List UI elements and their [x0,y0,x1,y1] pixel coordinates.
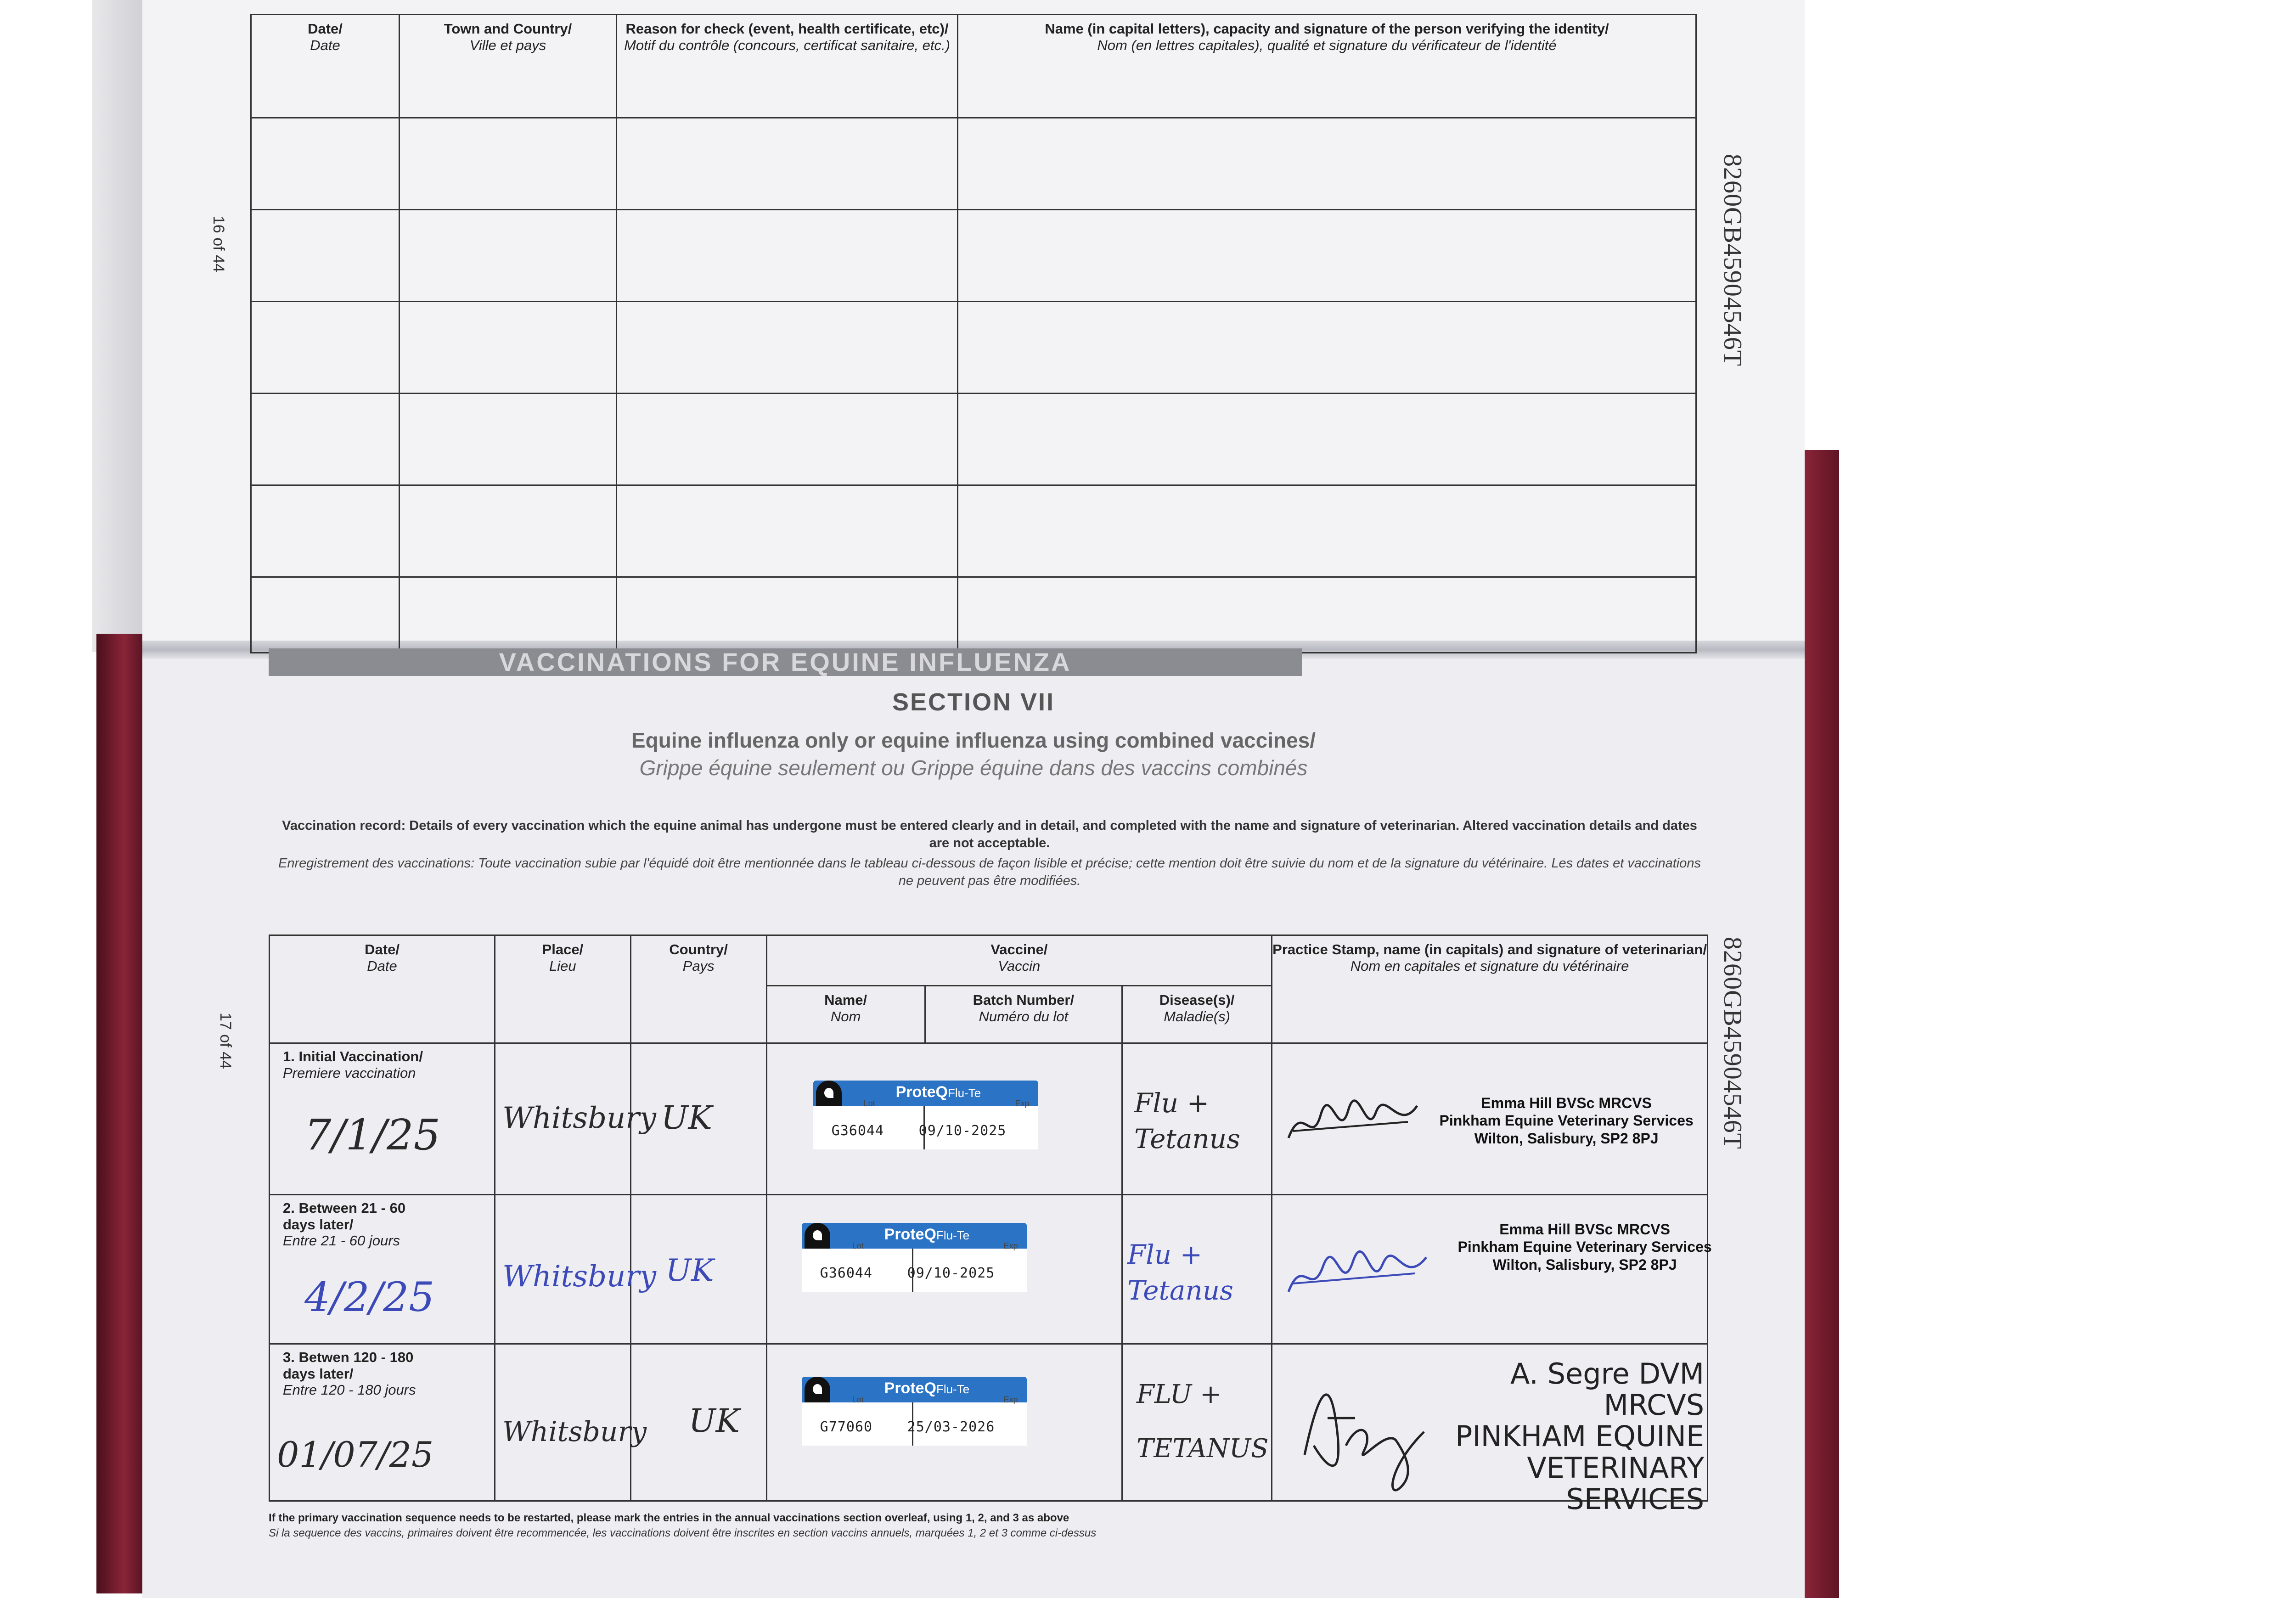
book-spine-shadow [92,0,145,652]
check-cell[interactable] [617,577,958,653]
vacc-row3-country-cell[interactable] [630,1344,766,1501]
header-reason: Reason for check (event, health certificate, etc)/ Motif du contrôle (concours, certificat sanitaire, etc.) [617,15,958,118]
vaccine-brand: ProteQFlu-Te [895,1083,981,1101]
lot-caption: Lot [852,1395,864,1404]
vacc-row1-date-cell[interactable] [270,1043,495,1195]
row1-expiry: 09/10-2025 [918,1123,1007,1139]
book-cover-right [1805,450,1839,1598]
row1-label-en: 1. Initial Vaccination/ [283,1048,423,1064]
check-cell[interactable] [958,577,1696,653]
row1-stamp: Emma Hill BVSc MRCVS Pinkham Equine Veterinary Services Wilton, Salisbury, SP2 8PJ [1439,1095,1694,1147]
row3-expiry: 25/03-2026 [907,1419,995,1435]
row3-label-en: 3. Betwen 120 - 180 days later/ [283,1349,414,1382]
page-number-top: 16 of 44 [210,216,227,272]
check-cell[interactable] [400,394,617,485]
check-cell[interactable] [958,302,1696,394]
vacc-header-stamp: Practice Stamp, name (in capitals) and signature of veterinarian/ Nom en capitales et signature du vétérinaire [1272,935,1708,1043]
vacc-row1-stamp-cell[interactable] [1272,1043,1708,1195]
document-id-top: 8260GB45904546T [1718,154,1747,366]
check-cell[interactable] [251,485,400,577]
check-cell[interactable] [617,485,958,577]
vaccine-brand: ProteQFlu-Te [884,1379,970,1397]
header-town-country: Town and Country/ Ville et pays [400,15,617,118]
footnote-fr: Si la sequence des vaccins, primaires doivent être recommencée, les vaccinations doivent être inscrites en section vaccins annuels, marquées 1, 2 et 3 comme ci-dessus [269,1527,1097,1539]
vaccine-logo-icon [816,1081,842,1106]
vacc-header-name: Name/ Nom [766,986,925,1043]
exp-caption: Exp [1003,1395,1018,1404]
check-cell[interactable] [400,302,617,394]
vacc-row3-vaccine-cell[interactable] [766,1344,1122,1501]
row3-stamp: A. Segre DVM MRCVS PINKHAM EQUINE VETERINARY SERVICES [1455,1357,1705,1516]
check-cell[interactable] [251,302,400,394]
section-subtitle-fr: Grippe équine seulement ou Grippe équine dans des vaccins combinés [639,756,1308,780]
check-cell[interactable] [617,302,958,394]
check-cell[interactable] [958,485,1696,577]
row2-stamp: Emma Hill BVSc MRCVS Pinkham Equine Veterinary Services Wilton, Salisbury, SP2 8PJ [1458,1221,1712,1273]
vaccination-record-note-en: Vaccination record: Details of every vaccination which the equine animal has undergone must be entered clearly and in detail, and completed with the name and signature of veterinarian. Altered vaccination details and dates are not acceptable. [282,818,1697,850]
check-cell[interactable] [251,210,400,302]
vacc-row2-disease-cell[interactable] [1122,1195,1272,1344]
vacc-row1-vaccine-cell[interactable] [766,1043,1122,1195]
header-verifier: Name (in capital letters), capacity and signature of the person verifying the identity/ Nom (en lettres capitales), qualité et signature du vérificateur de l'identité [958,15,1696,118]
row2-disease: Flu + Tetanus [1127,1239,1233,1306]
row2-signature [1284,1246,1431,1306]
identity-checks-table [250,14,1697,653]
lot-caption: Lot [863,1099,875,1108]
exp-caption: Exp [1003,1241,1018,1250]
check-cell[interactable] [617,210,958,302]
section-band: VACCINATIONS FOR EQUINE INFLUENZA [269,648,1302,676]
page-number-bottom: 17 of 44 [217,1013,234,1069]
vaccine-brand: ProteQFlu-Te [884,1226,970,1243]
check-cell[interactable] [400,118,617,210]
vacc-header-date: Date/ Date [270,935,495,1043]
vacc-header-batch: Batch Number/ Numéro du lot [925,986,1122,1043]
vacc-row2-place-cell[interactable] [495,1195,657,1344]
row2-country: UK [665,1253,714,1288]
row3-vaccine-label [802,1377,1027,1446]
vacc-header-disease: Disease(s)/ Maladie(s) [1122,986,1272,1043]
vacc-row3-stamp-cell[interactable] [1272,1344,1708,1516]
row3-date: 01/07/25 [277,1434,434,1475]
row1-disease: Flu + Tetanus [1134,1087,1240,1155]
row3-disease: FLU + TETANUS [1137,1379,1269,1464]
section-title: SECTION VII [892,688,1055,716]
vacc-row2-country-cell[interactable] [630,1195,766,1344]
vacc-row1-place-cell[interactable] [495,1043,657,1195]
row2-expiry: 09/10-2025 [907,1265,995,1281]
check-cell[interactable] [400,485,617,577]
vaccine-logo-icon [805,1223,830,1249]
row2-place: Whitsbury [502,1260,657,1294]
vacc-row3-place-cell[interactable] [495,1344,647,1501]
vaccine-logo-icon [805,1377,830,1402]
lot-caption: Lot [852,1241,864,1250]
vacc-row3-date-cell[interactable] [270,1344,495,1501]
document-id-bottom: 8260GB45904546T [1718,937,1747,1149]
row3-country: UK [688,1402,740,1440]
check-cell[interactable] [251,577,400,653]
row2-label-en: 2. Between 21 - 60 days later/ [283,1200,406,1233]
vacc-row3-disease-cell[interactable] [1122,1344,1272,1501]
row1-date: 7/1/25 [304,1110,441,1160]
check-cell[interactable] [958,210,1696,302]
check-cell[interactable] [251,118,400,210]
check-cell[interactable] [400,577,617,653]
vaccination-table [269,934,1712,1516]
check-cell[interactable] [617,394,958,485]
vacc-header-vaccine: Vaccine/ Vaccin [766,935,1272,986]
header-date: Date/ Date [251,15,400,118]
row1-place: Whitsbury [502,1101,657,1135]
check-cell[interactable] [400,210,617,302]
vacc-row2-stamp-cell[interactable] [1272,1195,1712,1344]
row1-vaccine-label [813,1081,1038,1149]
vacc-row1-disease-cell[interactable] [1122,1043,1272,1195]
row2-vaccine-label [802,1223,1027,1292]
vacc-header-place: Place/ Lieu [495,935,631,1043]
row1-country: UK [661,1099,712,1137]
row1-batch-number: G36044 [831,1123,884,1139]
vaccination-record-note-fr: Enregistrement des vaccinations: Toute vaccination subie par l'équidé doit être mentionnée dans le tableau ci-dessous de façon lisible et précise; cette mention doit être suivie du nom et de la signature du vétérinaire. Les dates et vaccinations ne peuvent pas être modifiées. [278,856,1701,888]
exp-caption: Exp [1015,1099,1030,1108]
vacc-header-country: Country/ Pays [630,935,766,1043]
vacc-row2-vaccine-cell[interactable] [766,1195,1122,1344]
row3-label-fr: Entre 120 - 180 jours [283,1382,416,1398]
row3-batch-number: G77060 [820,1419,873,1435]
footnote-en: If the primary vaccination sequence needs to be restarted, please mark the entries in the annual vaccinations section overleaf, using 1, 2, and 3 as above [269,1512,1069,1524]
vacc-row1-country-cell[interactable] [630,1043,766,1195]
check-cell[interactable] [958,118,1696,210]
check-cell[interactable] [958,394,1696,485]
row2-label-fr: Entre 21 - 60 jours [283,1233,400,1249]
section-subtitle-en: Equine influenza only or equine influenza using combined vaccines/ [631,728,1316,752]
check-cell[interactable] [617,118,958,210]
row1-signature [1284,1097,1422,1152]
row3-place: Whitsbury [502,1416,647,1448]
row2-date: 4/2/25 [304,1273,435,1321]
row1-label-fr: Premiere vaccination [283,1064,416,1081]
check-cell[interactable] [251,394,400,485]
row2-batch-number: G36044 [820,1265,873,1281]
vacc-row2-date-cell[interactable] [270,1195,495,1344]
